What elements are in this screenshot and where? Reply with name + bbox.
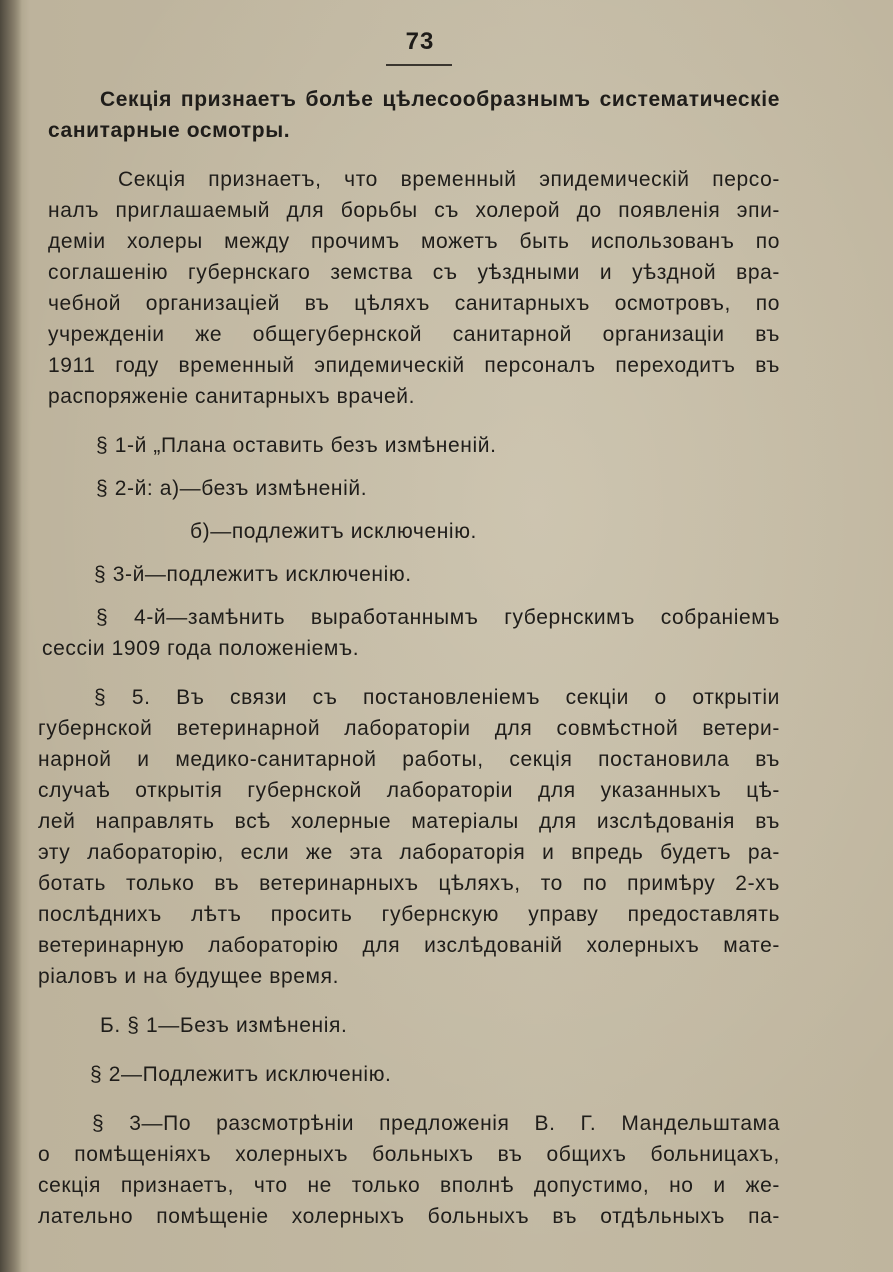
text-line: § 2—Подлежитъ исключенію. [90,1063,392,1086]
text-line: ріаловъ и на будущее время. [38,965,340,988]
text-line: чебной организаціей въ цѣляхъ санитарныхъ осмотровъ, по [48,292,780,315]
text-line: Секція признаетъ, что временный эпидемическій персо- [118,168,780,191]
text-line: случаѣ открытія губернской лабораторіи для указанныхъ цѣ- [38,779,780,802]
text-line: § 2-й: а)—безъ измѣненій. [96,477,368,500]
text-line: Секція признаетъ болѣе цѣлесообразнымъ систематическіе [100,88,780,111]
text-line: § 1-й „Плана оставить безъ измѣненій. [96,434,497,457]
text-line: § 3-й—подлежитъ исключенію. [94,563,412,586]
text-line: ботать только въ ветеринарныхъ цѣляхъ, то по примѣру 2-хъ [38,872,780,895]
text-line: ветеринарную лабораторію для изслѣдованій холерныхъ мате- [38,934,780,957]
text-line: § 5. Въ связи съ постановленіемъ секціи о открытіи [94,686,780,709]
page-text [38,84,780,1232]
page-number: 73 [405,28,435,55]
text-line: Б. § 1—Безъ измѣненія. [100,1014,348,1037]
text-line: о помѣщеніяхъ холерныхъ больныхъ въ общихъ больницахъ, [38,1143,780,1166]
text-line: б)—подлежитъ исключенію. [190,520,477,543]
text-line: учрежденіи же общегубернской санитарной организаціи въ [48,323,780,346]
text-line: нарной и медико-санитарной работы, секція постановила въ [38,748,780,771]
text-line: 1911 году временный эпидемическій персоналъ переходитъ въ [48,354,780,377]
page-number-rule [386,64,452,66]
text-line: лательно помѣщеніе холерныхъ больныхъ въ отдѣльныхъ па- [38,1205,780,1228]
text-line: § 4-й—замѣнить выработаннымъ губернскимъ собраніемъ [96,606,780,629]
text-line: распоряженіе санитарныхъ врачей. [48,385,416,408]
text-line: соглашенію губернскаго земства съ уѣздными и уѣздной вра- [48,261,780,284]
text-line: налъ приглашаемый для борьбы съ холерой до появленія эпи- [48,199,780,222]
text-line: деміи холеры между прочимъ можетъ быть использованъ по [48,230,780,253]
text-line: сессіи 1909 года положеніемъ. [42,637,360,660]
text-line: санитарные осмотры. [48,119,291,142]
text-line: § 3—По разсмотрѣніи предложенія В. Г. Мандельштама [92,1112,780,1135]
text-line: послѣднихъ лѣтъ просить губернскую управу предоставлять [38,903,780,926]
text-line: эту лабораторію, если же эта лабораторія и впредь будетъ ра- [38,841,780,864]
text-line: лей направлять всѣ холерные матеріалы для изслѣдованія въ [38,810,780,833]
book-spine-shadow [0,0,22,1272]
text-line: губернской ветеринарной лабораторіи для совмѣстной ветери- [38,717,780,740]
text-line: секція признаетъ, что не только вполнѣ допустимо, но и же- [38,1174,780,1197]
